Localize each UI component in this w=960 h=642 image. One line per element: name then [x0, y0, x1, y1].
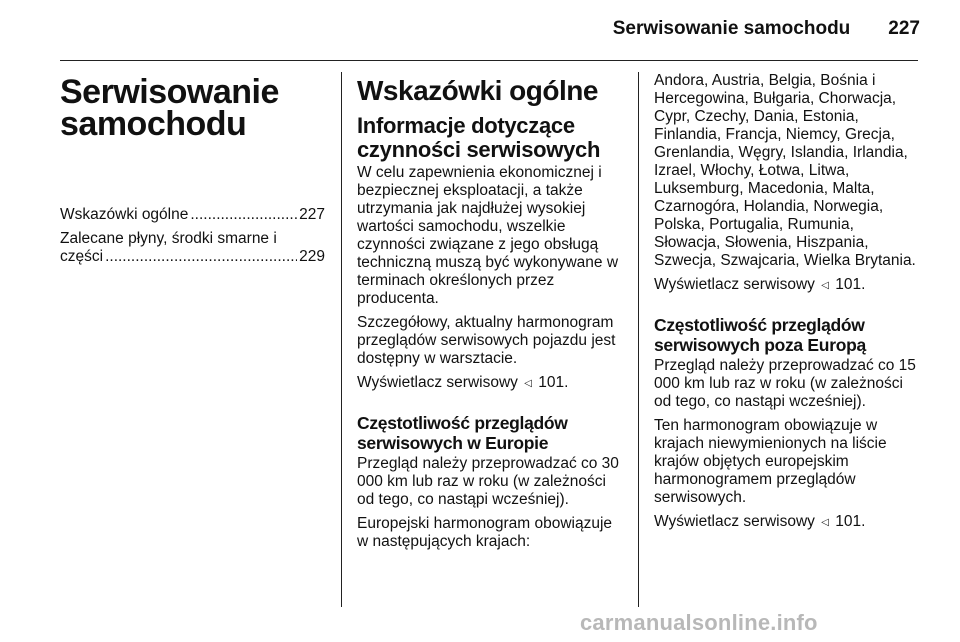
toc-label: Wskazówki ogólne — [60, 206, 189, 223]
header-rule — [60, 60, 918, 61]
reference-arrow-icon: ◁ — [821, 280, 829, 291]
country-list: Andora, Austria, Belgia, Bośnia i Hercegowina, Bułgaria, Chorwacja, Cypr, Czechy, Dania, Estonia, Finlandia, Francja, Niemcy, Grecja, Grenlandia, Węgry, Islandia, Irlandia, Izrael, Włochy, Łotwa, Litwa, Luksemburg, Macedonia, Malta, Czarnogóra, Holandia, Norwegia, Polska, Portugalia, Rumunia, Słowacja, Słowenia, Hiszpania, Szwecja, Szwajcaria, Wielka Brytania. — [654, 72, 916, 269]
running-header — [613, 18, 920, 40]
paragraph: W celu zapewnienia ekonomicznej i bezpiecznej eksploatacji, a także utrzymania jak najdłużej wysokiej wartości samochodu, wszelkie czynności związane z jego obsługą techniczną muszą być wykonywane w terminach określonych przez producenta. — [357, 164, 619, 307]
paragraph: Przegląd należy przeprowadzać co 15 000 km lub raz w roku (w zależności od tego, co nastąpi wcześniej). — [654, 357, 916, 410]
europe-heading: Częstotliwość przeglądów serwisowych w Europie — [357, 413, 568, 453]
toc-page: 229 — [299, 248, 325, 265]
reference-arrow-icon: ◁ — [524, 378, 532, 389]
paragraph: Ten harmonogram obowiązuje w krajach niewymienionych na liście krajów objętych europejskim harmonogramem przeglądów serwisowych. — [654, 417, 887, 506]
toc-entry-fluids[interactable] — [60, 230, 325, 266]
column-divider-2 — [638, 72, 639, 607]
column-intervals — [654, 72, 924, 538]
chapter-title: Serwisowanie samochodu — [60, 73, 279, 143]
column-divider-1 — [341, 72, 342, 607]
reference-arrow-icon: ◁ — [821, 517, 829, 528]
toc-page: 227 — [299, 206, 325, 223]
header-title: Serwisowanie samochodu — [612, 18, 851, 39]
paragraph: Europejski harmonogram obowiązuje w następujących krajach: — [357, 515, 613, 550]
cross-reference[interactable]: Wyświetlacz serwisowy ◁ 101. — [654, 276, 866, 293]
column-general-info — [357, 72, 625, 557]
cross-reference[interactable]: Wyświetlacz serwisowy ◁ 101. — [357, 374, 569, 391]
toc-label: części — [60, 248, 104, 265]
toc-dots — [105, 248, 297, 266]
subsection-title: Informacje dotyczące czynności serwisowych — [357, 113, 601, 162]
paragraph: Przegląd należy przeprowadzać co 30 000 km lub raz w roku (w zależności od tego, co nastąpi wcześniej). — [357, 455, 619, 508]
toc-entry-general[interactable] — [60, 206, 325, 224]
cross-reference[interactable]: Wyświetlacz serwisowy ◁ 101. — [654, 513, 866, 530]
outside-europe-heading: Częstotliwość przeglądów serwisowych poza Europą — [654, 315, 866, 355]
paragraph: Szczegółowy, aktualny harmonogram przeglądów serwisowych pojazdu jest dostępny w warsztacie. — [357, 314, 616, 367]
toc-dots — [190, 206, 297, 224]
toc-label: Zalecane płyny, środki smarne i — [60, 230, 277, 247]
column-chapter — [60, 72, 325, 272]
page-number: 227 — [888, 18, 920, 39]
watermark: carmanualsonline.info — [580, 610, 818, 635]
section-title: Wskazówki ogólne — [357, 75, 598, 106]
